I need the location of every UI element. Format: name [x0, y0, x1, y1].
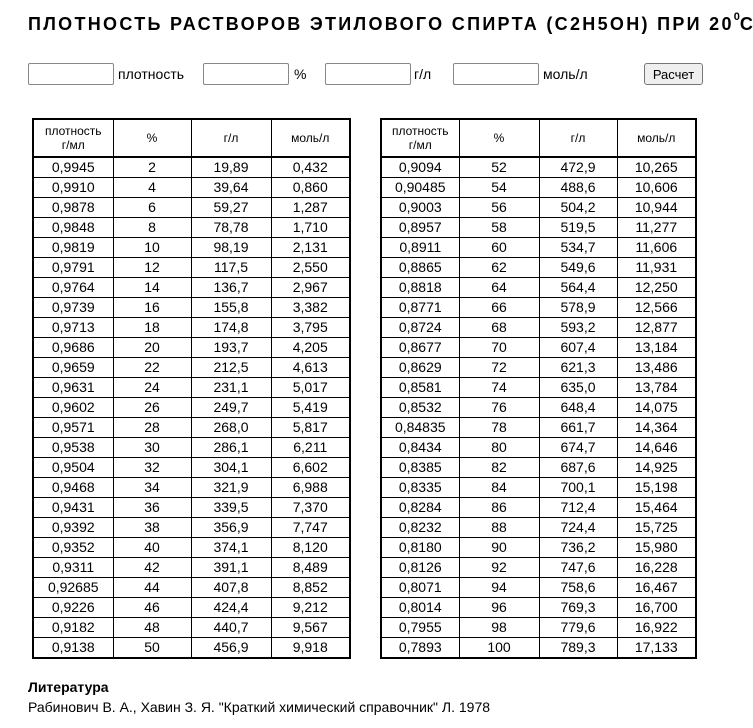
cell-moles-per-liter: 13,184 [617, 338, 696, 358]
cell-grams-per-liter: 321,9 [191, 478, 271, 498]
cell-moles-per-liter: 8,120 [271, 538, 350, 558]
cell-grams-per-liter: 268,0 [191, 418, 271, 438]
cell-grams-per-liter: 174,8 [191, 318, 271, 338]
table-row [381, 618, 696, 638]
cell-density: 0,9003 [381, 198, 459, 218]
cell-density: 0,9686 [33, 338, 113, 358]
cell-moles-per-liter: 5,817 [271, 418, 350, 438]
table-row [33, 578, 350, 598]
cell-percent: 2 [113, 157, 191, 178]
cell-density: 0,8335 [381, 478, 459, 498]
table-row [381, 318, 696, 338]
cell-grams-per-liter: 758,6 [539, 578, 617, 598]
cell-grams-per-liter: 747,6 [539, 558, 617, 578]
cell-moles-per-liter: 16,228 [617, 558, 696, 578]
celsius-unit: С [739, 14, 753, 34]
cell-moles-per-liter: 10,265 [617, 157, 696, 178]
table-row [33, 218, 350, 238]
cell-grams-per-liter: 519,5 [539, 218, 617, 238]
cell-percent: 16 [113, 298, 191, 318]
cell-density: 0,9431 [33, 498, 113, 518]
cell-grams-per-liter: 212,5 [191, 358, 271, 378]
cell-density: 0,9602 [33, 398, 113, 418]
table-row [381, 598, 696, 618]
cell-percent: 40 [113, 538, 191, 558]
cell-density: 0,9848 [33, 218, 113, 238]
cell-moles-per-liter: 10,606 [617, 178, 696, 198]
density-table-left [32, 118, 351, 659]
table-row [381, 298, 696, 318]
cell-density: 0,8434 [381, 438, 459, 458]
header-percent: % [113, 119, 191, 157]
cell-grams-per-liter: 155,8 [191, 298, 271, 318]
cell-grams-per-liter: 98,19 [191, 238, 271, 258]
cell-moles-per-liter: 10,944 [617, 198, 696, 218]
grams-per-liter-label: г/л [414, 66, 432, 82]
cell-moles-per-liter: 14,646 [617, 438, 696, 458]
cell-grams-per-liter: 374,1 [191, 538, 271, 558]
table-row [381, 178, 696, 198]
cell-moles-per-liter: 11,277 [617, 218, 696, 238]
cell-grams-per-liter: 391,1 [191, 558, 271, 578]
cell-percent: 48 [113, 618, 191, 638]
cell-moles-per-liter: 11,931 [617, 258, 696, 278]
table-row [33, 478, 350, 498]
cell-percent: 18 [113, 318, 191, 338]
table-row [381, 478, 696, 498]
table-row [33, 498, 350, 518]
cell-density: 0,90485 [381, 178, 459, 198]
header-density: плотность г/мл [33, 119, 113, 157]
cell-grams-per-liter: 136,7 [191, 278, 271, 298]
header-grams-per-liter: г/л [539, 119, 617, 157]
table-row [381, 638, 696, 659]
cell-percent: 92 [459, 558, 539, 578]
cell-percent: 96 [459, 598, 539, 618]
cell-percent: 20 [113, 338, 191, 358]
cell-percent: 22 [113, 358, 191, 378]
cell-percent: 100 [459, 638, 539, 659]
cell-density: 0,8724 [381, 318, 459, 338]
cell-grams-per-liter: 193,7 [191, 338, 271, 358]
literature-section [28, 679, 490, 715]
cell-moles-per-liter: 14,925 [617, 458, 696, 478]
cell-moles-per-liter: 14,364 [617, 418, 696, 438]
cell-percent: 24 [113, 378, 191, 398]
cell-percent: 98 [459, 618, 539, 638]
degree-superscript: 0 [733, 11, 740, 23]
cell-percent: 84 [459, 478, 539, 498]
cell-grams-per-liter: 635,0 [539, 378, 617, 398]
table-row [381, 238, 696, 258]
table-row [33, 338, 350, 358]
cell-moles-per-liter: 0,432 [271, 157, 350, 178]
cell-density: 0,9182 [33, 618, 113, 638]
cell-percent: 72 [459, 358, 539, 378]
cell-percent: 90 [459, 538, 539, 558]
table-row [381, 198, 696, 218]
cell-moles-per-liter: 12,250 [617, 278, 696, 298]
cell-grams-per-liter: 661,7 [539, 418, 617, 438]
cell-moles-per-liter: 1,287 [271, 198, 350, 218]
cell-density: 0,9878 [33, 198, 113, 218]
cell-moles-per-liter: 9,567 [271, 618, 350, 638]
cell-percent: 52 [459, 157, 539, 178]
header-moles-per-liter: моль/л [271, 119, 350, 157]
cell-grams-per-liter: 249,7 [191, 398, 271, 418]
cell-density: 0,7893 [381, 638, 459, 659]
table-row [381, 278, 696, 298]
cell-density: 0,9352 [33, 538, 113, 558]
table-row [381, 157, 696, 178]
cell-density: 0,9392 [33, 518, 113, 538]
cell-moles-per-liter: 15,464 [617, 498, 696, 518]
table-row [381, 358, 696, 378]
header-density: плотность г/мл [381, 119, 459, 157]
cell-density: 0,9094 [381, 157, 459, 178]
density-label: плотность [118, 66, 185, 82]
cell-density: 0,9538 [33, 438, 113, 458]
cell-percent: 32 [113, 458, 191, 478]
cell-percent: 80 [459, 438, 539, 458]
cell-moles-per-liter: 8,852 [271, 578, 350, 598]
cell-grams-per-liter: 674,7 [539, 438, 617, 458]
table-header-row [381, 119, 696, 157]
cell-percent: 64 [459, 278, 539, 298]
cell-density: 0,8014 [381, 598, 459, 618]
cell-percent: 68 [459, 318, 539, 338]
cell-moles-per-liter: 9,212 [271, 598, 350, 618]
cell-moles-per-liter: 2,550 [271, 258, 350, 278]
cell-density: 0,7955 [381, 618, 459, 638]
table-row [33, 418, 350, 438]
cell-moles-per-liter: 4,613 [271, 358, 350, 378]
table-header-row [33, 119, 350, 157]
cell-grams-per-liter: 534,7 [539, 238, 617, 258]
cell-density: 0,9739 [33, 298, 113, 318]
cell-grams-per-liter: 578,9 [539, 298, 617, 318]
table-row [381, 398, 696, 418]
table-row [381, 458, 696, 478]
cell-percent: 10 [113, 238, 191, 258]
cell-moles-per-liter: 1,710 [271, 218, 350, 238]
cell-grams-per-liter: 648,4 [539, 398, 617, 418]
cell-density: 0,9631 [33, 378, 113, 398]
cell-moles-per-liter: 6,988 [271, 478, 350, 498]
cell-grams-per-liter: 712,4 [539, 498, 617, 518]
cell-percent: 12 [113, 258, 191, 278]
table-row [33, 378, 350, 398]
cell-density: 0,8385 [381, 458, 459, 478]
cell-moles-per-liter: 15,980 [617, 538, 696, 558]
table-row [33, 458, 350, 478]
cell-moles-per-liter: 0,860 [271, 178, 350, 198]
cell-moles-per-liter: 2,967 [271, 278, 350, 298]
cell-percent: 26 [113, 398, 191, 418]
cell-moles-per-liter: 2,131 [271, 238, 350, 258]
table-row [33, 238, 350, 258]
cell-moles-per-liter: 4,205 [271, 338, 350, 358]
cell-density: 0,8818 [381, 278, 459, 298]
table-row [33, 178, 350, 198]
cell-percent: 4 [113, 178, 191, 198]
cell-density: 0,9945 [33, 157, 113, 178]
cell-percent: 70 [459, 338, 539, 358]
page-title: ПЛОТНОСТЬ РАСТВОРОВ ЭТИЛОВОГО СПИРТА (C2H5OH) ПРИ $20^0С$ [28, 11, 753, 34]
table-row [381, 438, 696, 458]
cell-percent: 6 [113, 198, 191, 218]
cell-grams-per-liter: 19,89 [191, 157, 271, 178]
density-input[interactable] [28, 63, 114, 85]
calculate-button[interactable]: Расчет [644, 63, 703, 85]
cell-grams-per-liter: 39,64 [191, 178, 271, 198]
cell-grams-per-liter: 407,8 [191, 578, 271, 598]
cell-moles-per-liter: 17,133 [617, 638, 696, 659]
cell-moles-per-liter: 5,017 [271, 378, 350, 398]
cell-percent: 46 [113, 598, 191, 618]
cell-grams-per-liter: 549,6 [539, 258, 617, 278]
cell-density: 0,9764 [33, 278, 113, 298]
table-row [33, 198, 350, 218]
cell-grams-per-liter: 440,7 [191, 618, 271, 638]
cell-grams-per-liter: 700,1 [539, 478, 617, 498]
cell-grams-per-liter: 736,2 [539, 538, 617, 558]
table-row [33, 518, 350, 538]
cell-density: 0,9910 [33, 178, 113, 198]
table-row [33, 278, 350, 298]
cell-moles-per-liter: 16,922 [617, 618, 696, 638]
moles-per-liter-input[interactable] [453, 63, 539, 85]
cell-density: 0,8865 [381, 258, 459, 278]
table-row [381, 338, 696, 358]
cell-percent: 58 [459, 218, 539, 238]
cell-density: 0,8532 [381, 398, 459, 418]
cell-density: 0,8232 [381, 518, 459, 538]
cell-grams-per-liter: 593,2 [539, 318, 617, 338]
cell-grams-per-liter: 488,6 [539, 178, 617, 198]
cell-percent: 94 [459, 578, 539, 598]
literature-heading: Литература [28, 679, 109, 695]
cell-density: 0,9713 [33, 318, 113, 338]
cell-percent: 44 [113, 578, 191, 598]
cell-grams-per-liter: 356,9 [191, 518, 271, 538]
cell-density: 0,8284 [381, 498, 459, 518]
cell-moles-per-liter: 13,486 [617, 358, 696, 378]
table-row [33, 598, 350, 618]
cell-grams-per-liter: 286,1 [191, 438, 271, 458]
table-row [33, 638, 350, 659]
table-row [381, 258, 696, 278]
table-row [33, 538, 350, 558]
cell-moles-per-liter: 3,382 [271, 298, 350, 318]
cell-grams-per-liter: 504,2 [539, 198, 617, 218]
literature-reference: Рабинович В. А., Хавин З. Я. "Краткий химический справочник" Л. 1978 [28, 699, 491, 715]
percent-label: % [294, 66, 307, 82]
cell-density: 0,9819 [33, 238, 113, 258]
cell-percent: 54 [459, 178, 539, 198]
cell-percent: 38 [113, 518, 191, 538]
cell-percent: 86 [459, 498, 539, 518]
cell-moles-per-liter: 14,075 [617, 398, 696, 418]
cell-percent: 76 [459, 398, 539, 418]
table-row [33, 358, 350, 378]
table-row [33, 318, 350, 338]
cell-percent: 62 [459, 258, 539, 278]
cell-percent: 78 [459, 418, 539, 438]
cell-percent: 42 [113, 558, 191, 578]
cell-percent: 66 [459, 298, 539, 318]
header-grams-per-liter: г/л [191, 119, 271, 157]
table-row [381, 578, 696, 598]
cell-density: 0,92685 [33, 578, 113, 598]
cell-moles-per-liter: 6,211 [271, 438, 350, 458]
grams-per-liter-input[interactable] [325, 63, 411, 85]
cell-grams-per-liter: 607,4 [539, 338, 617, 358]
cell-density: 0,9504 [33, 458, 113, 478]
cell-percent: 8 [113, 218, 191, 238]
header-percent: % [459, 119, 539, 157]
cell-grams-per-liter: 424,4 [191, 598, 271, 618]
cell-grams-per-liter: 724,4 [539, 518, 617, 538]
cell-grams-per-liter: 779,6 [539, 618, 617, 638]
cell-grams-per-liter: 117,5 [191, 258, 271, 278]
table-row [33, 258, 350, 278]
percent-input[interactable] [203, 63, 289, 85]
cell-density: 0,9791 [33, 258, 113, 278]
table-row [381, 218, 696, 238]
cell-density: 0,8126 [381, 558, 459, 578]
table-row [381, 498, 696, 518]
cell-percent: 28 [113, 418, 191, 438]
cell-moles-per-liter: 7,747 [271, 518, 350, 538]
cell-percent: 14 [113, 278, 191, 298]
moles-per-liter-label: моль/л [543, 66, 588, 82]
cell-moles-per-liter: 9,918 [271, 638, 350, 659]
cell-grams-per-liter: 687,6 [539, 458, 617, 478]
cell-moles-per-liter: 12,566 [617, 298, 696, 318]
cell-grams-per-liter: 59,27 [191, 198, 271, 218]
cell-density: 0,8180 [381, 538, 459, 558]
cell-moles-per-liter: 16,467 [617, 578, 696, 598]
cell-grams-per-liter: 472,9 [539, 157, 617, 178]
cell-moles-per-liter: 12,877 [617, 318, 696, 338]
cell-density: 0,8629 [381, 358, 459, 378]
table-row [381, 418, 696, 438]
cell-percent: 56 [459, 198, 539, 218]
header-moles-per-liter: моль/л [617, 119, 696, 157]
cell-percent: 34 [113, 478, 191, 498]
cell-percent: 30 [113, 438, 191, 458]
cell-density: 0,8677 [381, 338, 459, 358]
cell-moles-per-liter: 15,198 [617, 478, 696, 498]
cell-percent: 36 [113, 498, 191, 518]
cell-moles-per-liter: 13,784 [617, 378, 696, 398]
table-row [33, 558, 350, 578]
table-row [381, 378, 696, 398]
cell-grams-per-liter: 78,78 [191, 218, 271, 238]
table-row [381, 558, 696, 578]
cell-density: 0,9311 [33, 558, 113, 578]
table-row [33, 398, 350, 418]
cell-density: 0,8071 [381, 578, 459, 598]
cell-moles-per-liter: 8,489 [271, 558, 350, 578]
cell-moles-per-liter: 11,606 [617, 238, 696, 258]
cell-density: 0,8771 [381, 298, 459, 318]
cell-percent: 74 [459, 378, 539, 398]
cell-grams-per-liter: 789,3 [539, 638, 617, 659]
cell-density: 0,8957 [381, 218, 459, 238]
cell-density: 0,9226 [33, 598, 113, 618]
cell-density: 0,8581 [381, 378, 459, 398]
cell-percent: 82 [459, 458, 539, 478]
table-row [33, 618, 350, 638]
table-row [33, 438, 350, 458]
cell-grams-per-liter: 564,4 [539, 278, 617, 298]
cell-moles-per-liter: 6,602 [271, 458, 350, 478]
cell-moles-per-liter: 5,419 [271, 398, 350, 418]
cell-grams-per-liter: 304,1 [191, 458, 271, 478]
cell-grams-per-liter: 339,5 [191, 498, 271, 518]
table-row [33, 298, 350, 318]
cell-grams-per-liter: 456,9 [191, 638, 271, 659]
cell-moles-per-liter: 15,725 [617, 518, 696, 538]
cell-density: 0,9659 [33, 358, 113, 378]
cell-density: 0,9468 [33, 478, 113, 498]
cell-moles-per-liter: 16,700 [617, 598, 696, 618]
table-row [381, 518, 696, 538]
cell-density: 0,8911 [381, 238, 459, 258]
cell-grams-per-liter: 769,3 [539, 598, 617, 618]
cell-percent: 50 [113, 638, 191, 659]
cell-density: 0,9138 [33, 638, 113, 659]
cell-moles-per-liter: 7,370 [271, 498, 350, 518]
cell-percent: 88 [459, 518, 539, 538]
density-table-right [380, 118, 697, 659]
table-row [381, 538, 696, 558]
cell-percent: 60 [459, 238, 539, 258]
cell-density: 0,84835 [381, 418, 459, 438]
table-row [33, 157, 350, 178]
cell-density: 0,9571 [33, 418, 113, 438]
cell-grams-per-liter: 231,1 [191, 378, 271, 398]
cell-moles-per-liter: 3,795 [271, 318, 350, 338]
cell-grams-per-liter: 621,3 [539, 358, 617, 378]
